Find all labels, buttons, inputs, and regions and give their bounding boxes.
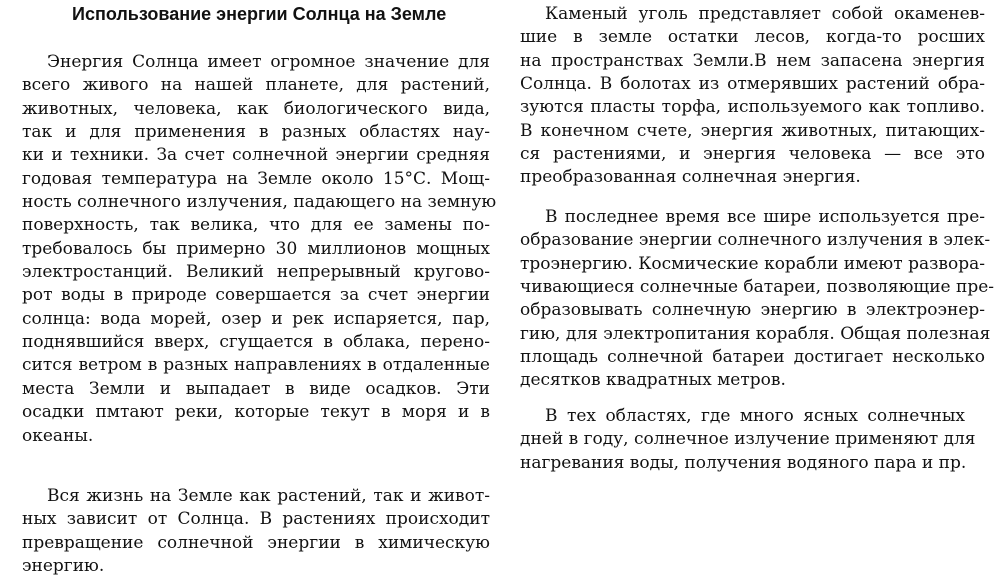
text-line: Каменый уголь представляет собой окаменев- (545, 4, 985, 24)
paragraph-solar-batteries (520, 206, 995, 393)
paragraph-sun-energy-importance (22, 51, 497, 448)
paragraph-coal-and-peat (520, 3, 985, 190)
text-line: Солнца. В болотах из отмерявших растений обра- (520, 74, 985, 95)
text-line: образование энергии солнечного излучения в элек- (520, 230, 991, 251)
text-line: энергию. (22, 556, 105, 577)
text-line: площадь солнечной батареи достигает несколько (520, 347, 985, 368)
paragraph-life-depends-on-sun (22, 485, 490, 578)
text-line: десятков квадратных метров. (520, 370, 786, 391)
text-line: превращение солнечной энергии в химическую (22, 532, 490, 553)
text-line: ных зависит от Солнца. В растениях происходит (22, 509, 490, 530)
text-line: на пространствах Земли.В нем запасена энергия (520, 50, 985, 71)
text-line: места Земли и выпадает в виде осадков. Эти (22, 378, 490, 399)
text-line: ся растениями, и энергия человека — все это (520, 144, 985, 165)
text-line: солнца: вода морей, озер и рек испаряется, пар, (22, 308, 490, 329)
text-line: ность солнечного излучения, падающего на земную (22, 192, 497, 213)
text-line: животных, человека, как биологического вида, (22, 98, 490, 119)
text-line: В конечном счете, энергия животных, питающих- (520, 120, 985, 141)
text-line: Вся жизнь на Земле как растений, так и живот- (47, 486, 490, 506)
text-line: поднявшийся вверх, сгущается в облака, перено- (22, 332, 490, 353)
paragraph-water-heating (520, 405, 976, 475)
text-line: троэнергию. Космические корабли имеют развора- (520, 253, 985, 274)
text-line: годовая температура на Земле около 15°С. Мощ- (22, 168, 490, 189)
text-line: нагревания воды, получения водяного пара и пр. (520, 452, 967, 473)
text-line: всего живого на нашей планете, для растений, (22, 75, 490, 96)
text-line: ки и техники. За счет солнечной энергии средняя (22, 145, 490, 166)
text-line: осадки пмтают реки, которые текут в моря и в (22, 402, 490, 423)
text-line: В последнее время все шире используется пре- (545, 207, 985, 227)
text-line: зуются пласты торфа, используемого как топливо. (520, 97, 985, 118)
text-line: океаны. (22, 425, 94, 446)
text-line: гию, для электропитания корабля. Общая полезная (520, 323, 991, 344)
text-line: чивающиеся солнечные батареи, позволяющие пре- (520, 277, 995, 298)
text-line: так и для применения в разных областях нау- (22, 122, 490, 143)
text-line: преобразованная солнечная энергия. (520, 167, 861, 188)
text-line: рот воды в природе совершается за счет энергии (22, 285, 490, 306)
text-line: В тех областях, где много ясных солнечных (545, 406, 965, 426)
text-line: образовывать солнечную энергию в электроэнер- (520, 300, 985, 321)
text-line: электростанций. Великий непрерывный кругово- (22, 262, 490, 283)
article-title: Использование энергии Солнца на Земле (72, 4, 447, 24)
text-line: требовалось бы примерно 30 миллионов мощных (22, 238, 490, 259)
text-line: поверхность, так велика, что для ее замены по- (22, 215, 490, 236)
text-line: дней в году, солнечное излучение применяют для (520, 429, 976, 450)
text-line: Энергия Солнца имеет огромное значение для (47, 52, 490, 72)
text-line: шие в земле остатки лесов, когда-то росших (520, 27, 985, 48)
text-line: сится ветром в разных направлениях в отдаленные (22, 355, 490, 376)
